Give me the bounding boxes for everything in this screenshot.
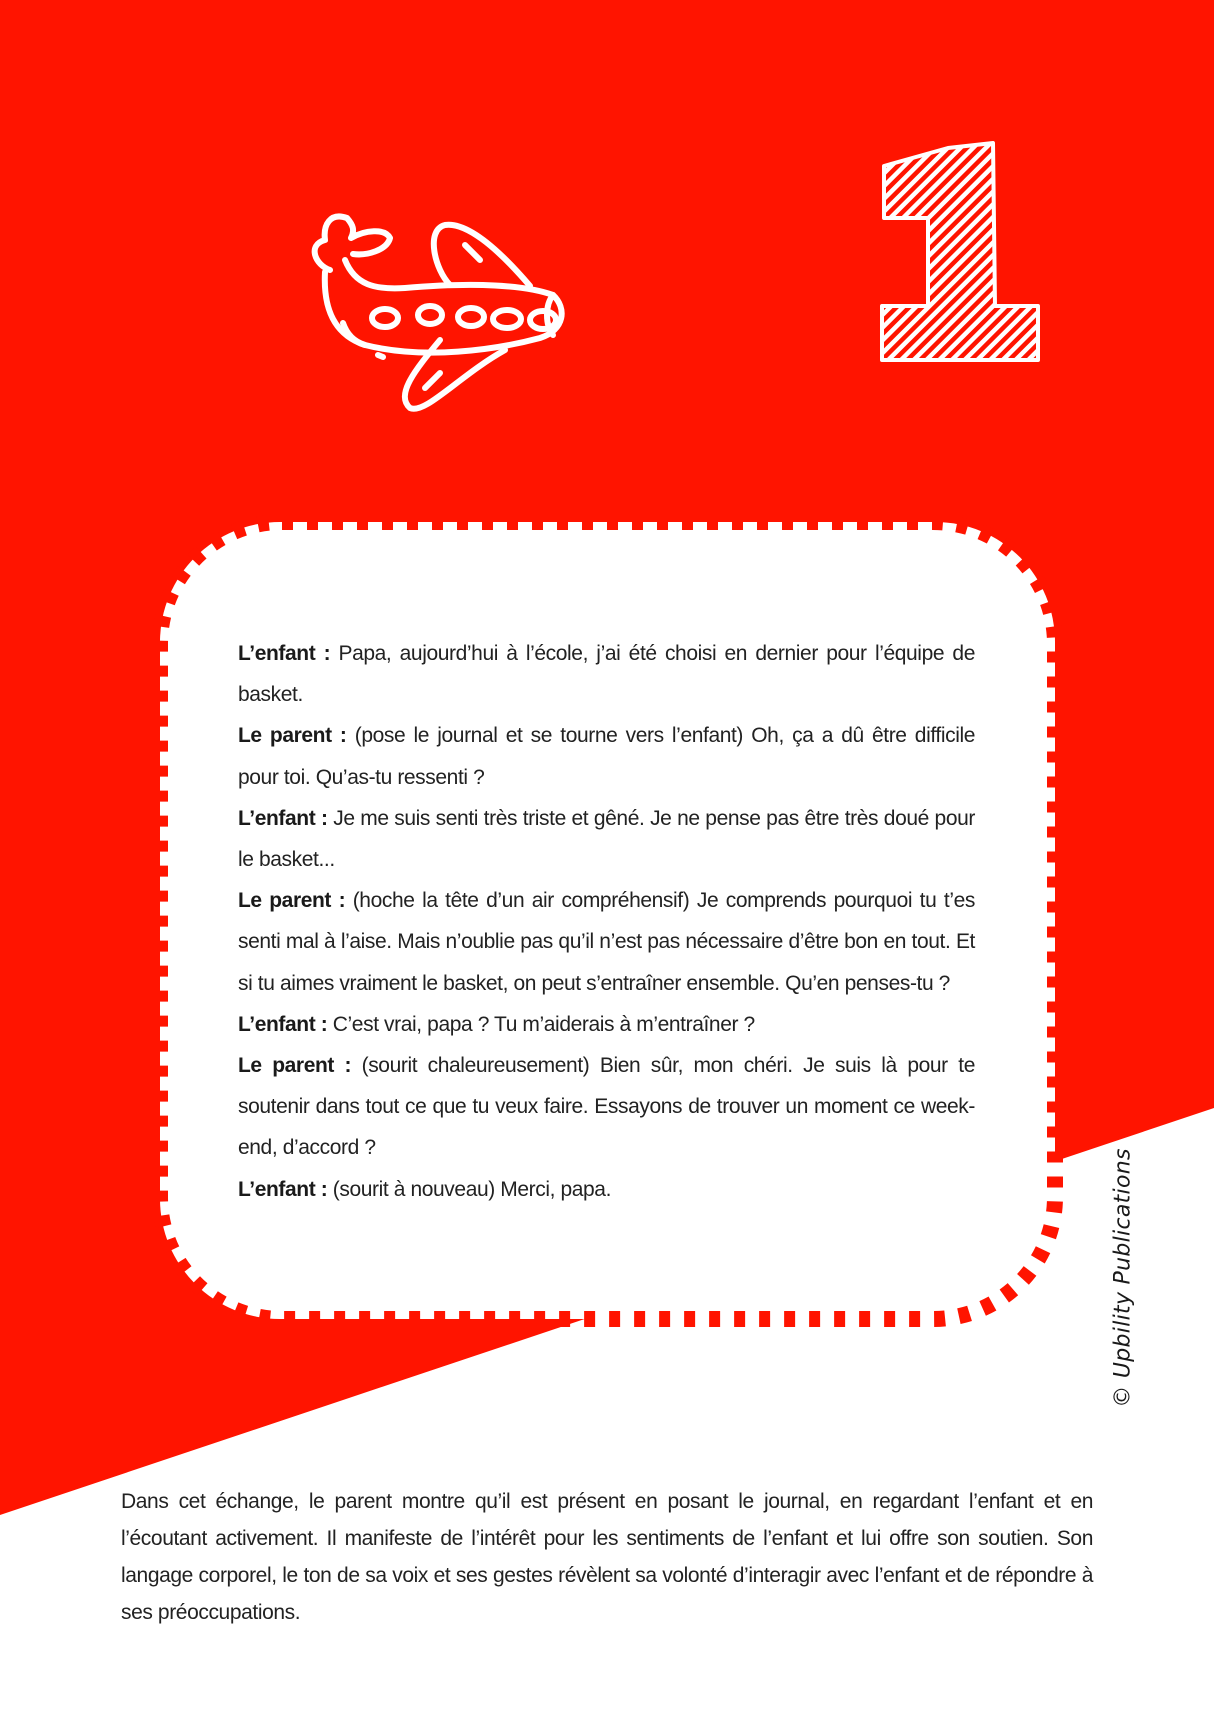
speaker-label: L’enfant : xyxy=(238,1177,328,1201)
speaker-label: L’enfant : xyxy=(238,642,331,665)
dialog-line-text: (sourit à nouveau) Merci, papa. xyxy=(327,1177,612,1201)
copyright-notice xyxy=(1103,1145,1143,1410)
dialog-line-text: Je me suis senti très triste et gêné. Je ne pense pas être très doué pour le basket... xyxy=(238,806,975,872)
speaker-label: Le parent : xyxy=(238,724,347,748)
speaker-label: Le parent : xyxy=(238,889,346,913)
dialog-line-text: (hoche la tête d’un air compréhensif) Je comprends pourquoi tu t’es senti mal à l’aise. Mais n’oublie pas qu’il n’est pas nécessaire d’être bon en tout. Et si tu aimes vraiment le basket, on peut s’entraîner ensemble. Qu’en penses-tu ? xyxy=(238,889,975,995)
copyright-text: © Upbility Publications xyxy=(1110,1147,1136,1408)
dialog-line-text: (pose le journal et se tourne vers l’enfant) Oh, ça a dû être difficile pour toi. Qu’as-tu ressenti ? xyxy=(238,724,976,789)
dialog-line xyxy=(238,1045,975,1169)
dialog-line-text: C’est vrai, papa ? Tu m’aiderais à m’entraîner ? xyxy=(327,1012,755,1036)
dialog-text xyxy=(238,633,975,1210)
dialog-line-text: (sourit chaleureusement) Bien sûr, mon chéri. Je suis là pour te soutenir dans tout ce que tu veux faire. Essayons de trouver un moment ce week-end, d’accord ? xyxy=(238,1054,975,1160)
dialog-line xyxy=(238,1004,975,1045)
dialog-line xyxy=(238,633,975,715)
speaker-label: L’enfant : xyxy=(238,1012,328,1036)
speaker-label: L’enfant : xyxy=(238,806,328,830)
dialog-line xyxy=(238,1169,975,1210)
speaker-label: Le parent : xyxy=(238,1054,352,1078)
dialog-line xyxy=(238,880,975,1004)
dialog-line-text: Papa, aujourd’hui à l’école, j’ai été choisi en dernier pour l’équipe de basket. xyxy=(238,642,975,707)
dialog-line xyxy=(238,715,975,797)
dialog-line xyxy=(238,798,975,880)
airplane-icon xyxy=(295,190,595,420)
chapter-number-graphic xyxy=(878,138,1048,368)
summary-paragraph: Dans cet échange, le parent montre qu’il est présent en posant le journal, en regardant l’enfant et en l’écoutant activement. Il manifeste de l’intérêt pour les sentiments de l’enfant et lui offre son soutien. Son langage corporel, le ton de sa voix et ses gestes révèlent sa volonté d’interagir avec l’enfant et de répondre à ses préoccupations. xyxy=(121,1490,1093,1624)
